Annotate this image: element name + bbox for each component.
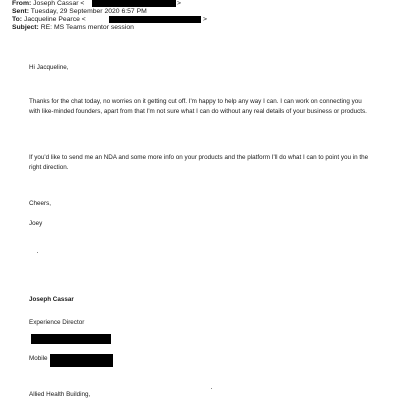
signature-address: Allied Health Building, [29,391,91,398]
redacted-to-email [109,16,201,23]
sent-label: Sent: [12,8,29,15]
to-value: Jacqueline Pearce < [23,16,86,23]
redacted-signature-line [31,334,111,344]
redacted-mobile-number [50,354,113,367]
subject-label: Subject: [12,24,39,31]
signature-title: Experience Director [29,319,85,326]
sender-short-name: Joey [29,220,43,227]
from-label: From: [12,0,32,7]
sent-value: Tuesday, 29 September 2020 6:57 PM [30,8,147,15]
from-value: Joseph Cassar < [33,0,85,7]
mobile-label: Mobile [29,355,48,362]
signature-name: Joseph Cassar [29,296,74,303]
greeting: Hi Jacqueline, [29,64,69,71]
closing: Cheers, [29,200,52,207]
body-paragraph-1: Thanks for the chat today, no worries on it getting cut off. I'm happy to help any way I can. I can work on connecting you with like-minded founders, apart from that I'm not sure what I can do without any real details of your business or products. [29,98,367,115]
scan-speck [37,252,38,253]
to-label: To: [12,16,23,23]
body-paragraph-2: If you'd like to send me an NDA and some more info on your products and the platform I'll do what I can to point you in the right direction. [29,154,369,171]
scan-speck [211,388,212,389]
redacted-from-email [92,0,176,7]
to-end: > [203,16,207,23]
email-sent-line [12,8,147,16]
from-end: > [177,0,181,7]
subject-value: RE: MS Teams mentor session [40,24,134,31]
email-from-line [12,0,84,8]
email-subject-line [12,24,134,32]
email-to-line [12,16,86,24]
